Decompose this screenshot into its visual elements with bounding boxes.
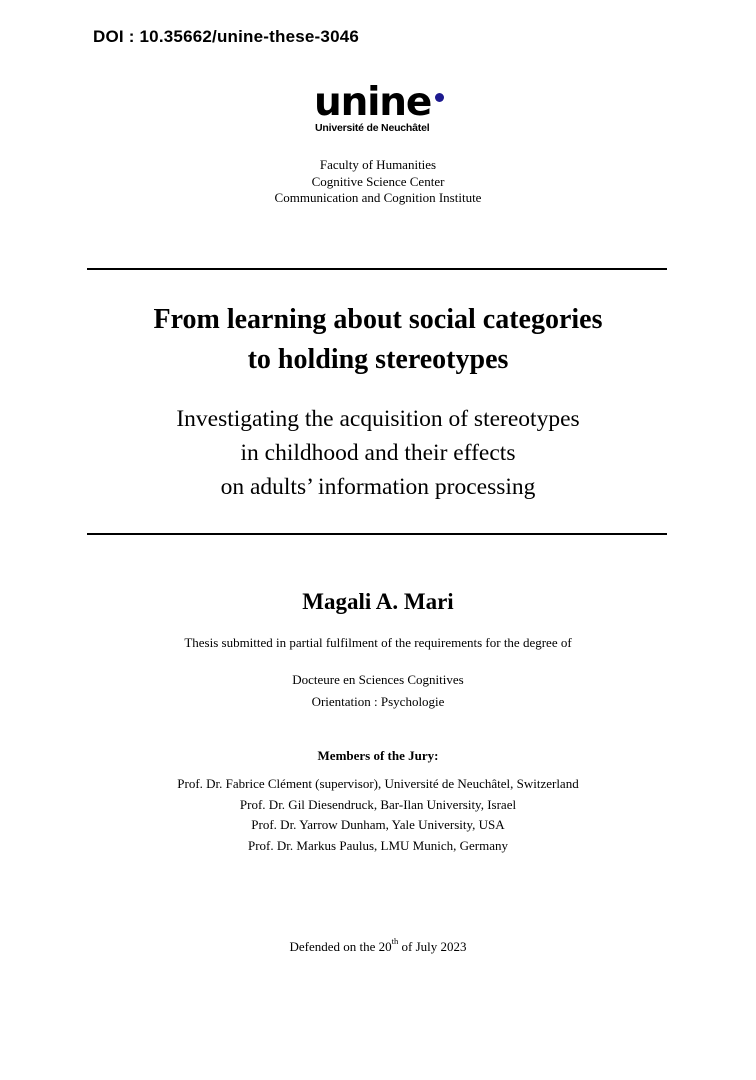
jury-member: Prof. Dr. Yarrow Dunham, Yale University, USA (251, 817, 505, 832)
title-line: From learning about social categories (153, 304, 603, 335)
affiliation-institute: Communication and Cognition Institute (274, 190, 482, 205)
top-divider (87, 268, 667, 270)
subtitle-line: Investigating the acquisition of stereotypes (176, 406, 580, 432)
defense-date (0, 936, 756, 955)
thesis-subtitle (0, 402, 756, 504)
affiliation-center: Cognitive Science Center (311, 173, 445, 189)
affiliation-faculty: Faculty of Humanities (319, 157, 437, 172)
subtitle-line: on adults’ information processing (220, 474, 536, 500)
defense-prefix: Defended on the 20 (289, 939, 392, 954)
degree-orientation: Orientation : Psychologie (311, 694, 445, 709)
logo-dot-icon (435, 93, 444, 102)
degree-block (0, 669, 756, 713)
bottom-divider (87, 533, 667, 535)
doi-label: DOI : 10.35662/unine-these-3046 (93, 27, 360, 46)
subtitle-line: in childhood and their effects (240, 440, 516, 466)
jury-list (0, 774, 756, 856)
degree-name: Docteure en Sciences Cognitives (292, 672, 464, 687)
university-logo (313, 80, 453, 136)
jury-heading: Members of the Jury: (317, 748, 439, 763)
submission-statement: Thesis submitted in partial fulfilment of the requirements for the degree of (184, 635, 572, 650)
jury-member: Prof. Dr. Gil Diesendruck, Bar-Ilan University, Israel (239, 796, 517, 812)
jury-member: Prof. Dr. Fabrice Clément (supervisor), Université de Neuchâtel, Switzerland (177, 776, 579, 791)
jury-member: Prof. Dr. Markus Paulus, LMU Munich, Germany (248, 837, 508, 853)
logo-subtitle: Université de Neuchâtel (315, 122, 430, 134)
defense-ordinal: th (391, 936, 399, 946)
defense-suffix: of July 2023 (398, 939, 467, 954)
author-name: Magali A. Mari (302, 589, 454, 614)
logo-wordmark: unine (314, 80, 432, 125)
title-line: to holding stereotypes (247, 344, 509, 375)
affiliation-block (0, 157, 756, 207)
thesis-title (0, 300, 756, 380)
